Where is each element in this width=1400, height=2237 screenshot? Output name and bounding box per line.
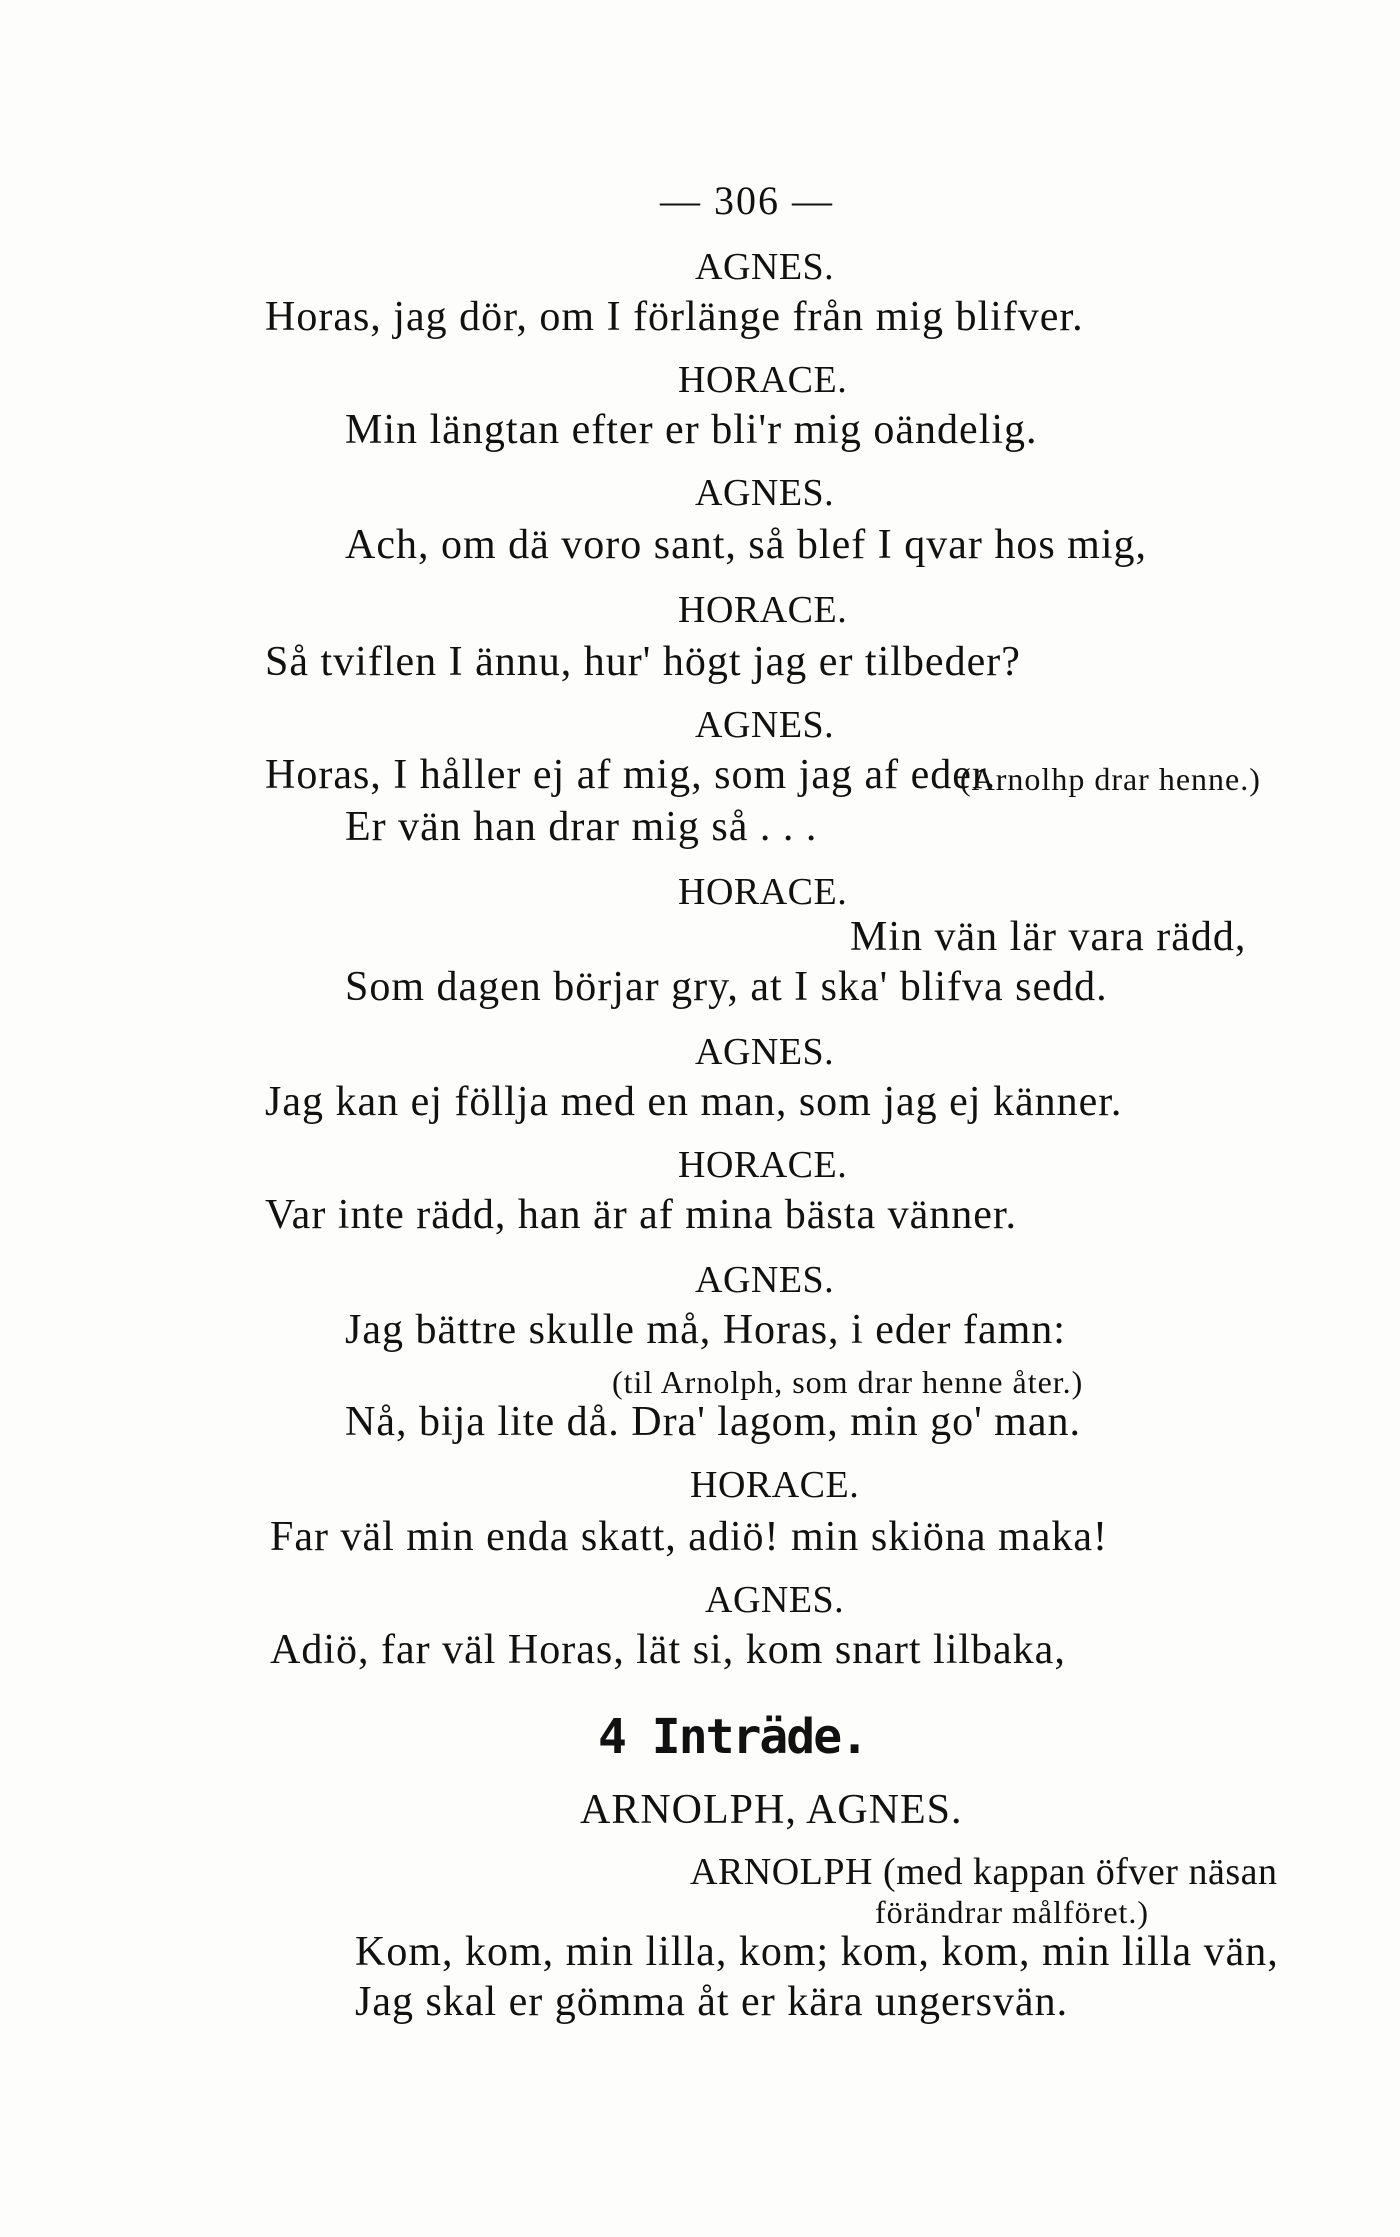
speaker-name: HORACE. [690,1464,860,1506]
speaker-name: HORACE. [678,359,848,401]
verse-line: Jag skal er gömma åt er kära ungersvän. [355,1979,1069,2025]
verse-line: Horas, I håller ej af mig, som jag af eder. [265,752,997,798]
verse-line: Så tviflen I ännu, hur' högt jag er tilbeder? [265,639,1021,685]
stage-direction: förändrar målföret.) [875,1894,1150,1930]
scene-heading: 4 Inträde. [598,1709,867,1765]
verse-line: Kom, kom, min lilla, kom; kom, kom, min lilla vän, [355,1929,1279,1975]
verse-line: Er vän han drar mig så . . . [345,804,818,850]
verse-line: Jag bättre skulle må, Horas, i eder famn: [345,1307,1066,1353]
speaker-name: AGNES. [695,246,835,288]
verse-line: Nå, bija lite då. Dra' lagom, min go' man. [345,1399,1081,1445]
speaker-name: HORACE. [678,589,848,631]
verse-line: Jag kan ej föllja med en man, som jag ej känner. [265,1079,1123,1125]
stage-direction: (til Arnolph, som drar henne åter.) [612,1364,1084,1400]
verse-line: Som dagen börjar gry, at I ska' blifva sedd. [345,964,1108,1010]
verse-line: Var inte rädd, han är af mina bästa vänner. [265,1192,1018,1238]
speaker-name: ARNOLPH (med kappan öfver näsan [690,1851,1278,1893]
page-number: — 306 — [660,178,834,223]
verse-line: Adiö, far väl Horas, lät si, kom snart lilbaka, [270,1627,1066,1673]
speaker-name: AGNES. [695,1259,835,1301]
verse-line: Far väl min enda skatt, adiö! min skiöna maka! [270,1514,1108,1560]
speaker-name: HORACE. [678,1144,848,1186]
verse-line: Min vän lär vara rädd, [850,914,1247,960]
speaker-name: AGNES. [695,704,835,746]
speaker-name: HORACE. [678,871,848,913]
verse-line: Min längtan efter er bli'r mig oändelig. [345,407,1038,453]
cast-list: ARNOLPH, AGNES. [580,1787,963,1833]
speaker-name: AGNES. [695,1031,835,1073]
stage-direction: (Arnolhp drar henne.) [960,761,1261,797]
speaker-name: AGNES. [705,1579,845,1621]
verse-line: Ach, om dä voro sant, så blef I qvar hos mig, [345,522,1148,568]
speaker-name: AGNES. [695,472,835,514]
verse-line: Horas, jag dör, om I förlänge från mig blifver. [265,294,1084,340]
